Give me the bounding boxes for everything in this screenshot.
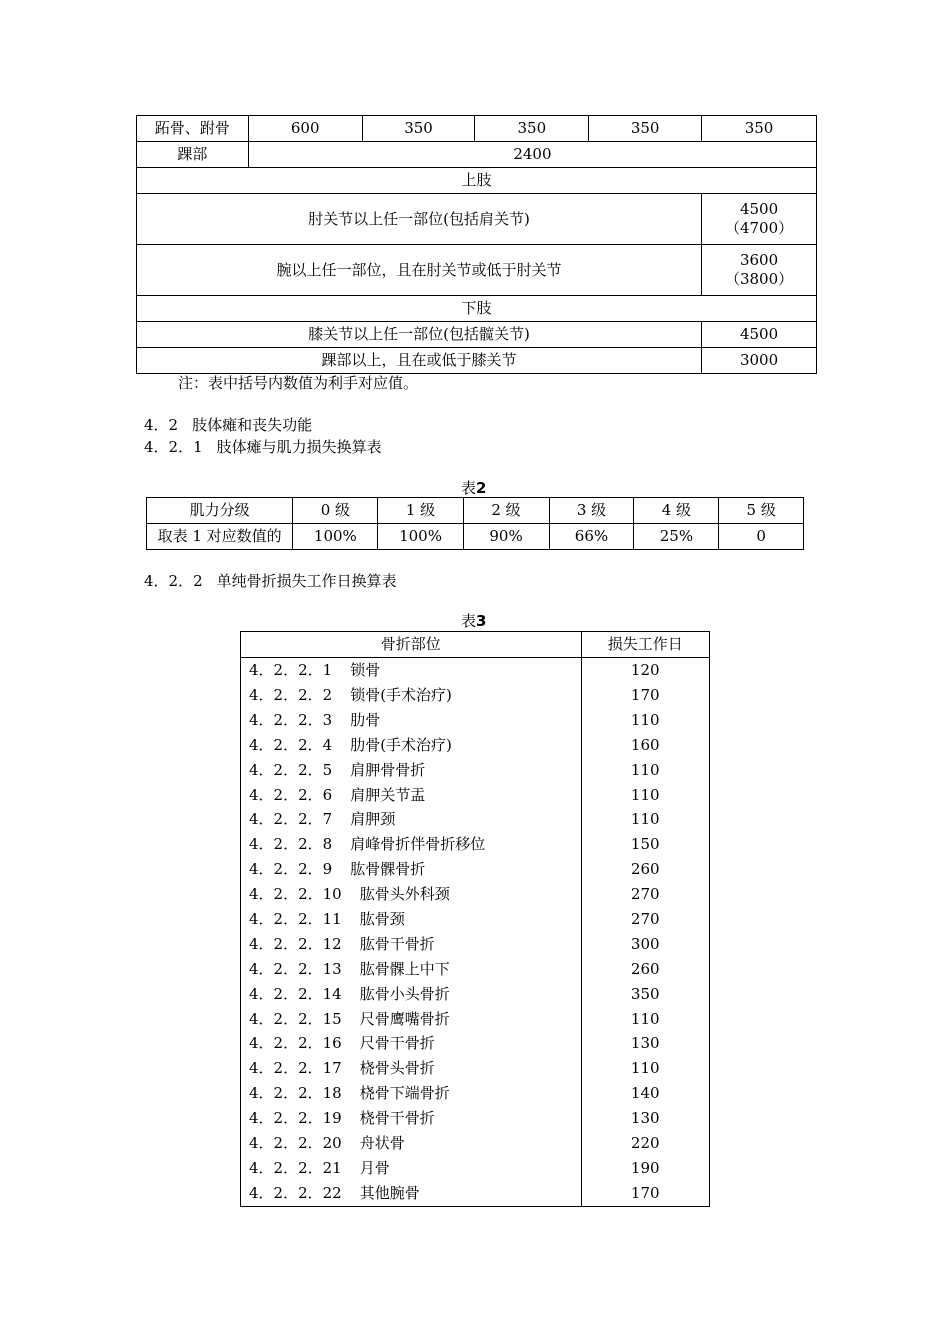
item-code: 4．2．2．2 <box>249 685 333 704</box>
fracture-site-cell <box>241 857 582 882</box>
fracture-name: 尺骨鹰嘴骨折 <box>359 1009 450 1028</box>
cell-value: 3000 <box>702 348 817 374</box>
cell-value: 90% <box>463 524 549 550</box>
fracture-name: 肋骨(手术治疗) <box>350 735 452 754</box>
caption-number: 2 <box>476 479 487 497</box>
lost-workdays-cell: 110 <box>581 1006 710 1031</box>
cell-value-dominant-hand: （4700） <box>724 219 794 237</box>
table-body <box>241 658 710 1207</box>
section-heading-lower-limb: 下肢 <box>137 296 817 322</box>
item-code: 4．2．2．6 <box>249 785 333 804</box>
caption-prefix: 表 <box>461 612 477 630</box>
table-row <box>241 982 710 1007</box>
cell-value: 4500 <box>739 200 779 219</box>
column-header: 骨折部位 <box>241 632 582 658</box>
fracture-name: 肩胛关节盂 <box>350 785 426 804</box>
fracture-name: 肩胛颈 <box>350 810 396 829</box>
fracture-site-cell <box>241 957 582 982</box>
item-code: 4．2．2．16 <box>249 1034 342 1053</box>
column-header: 肌力分级 <box>147 498 293 524</box>
lost-workdays-cell: 140 <box>581 1081 710 1106</box>
cell-value: 600 <box>248 116 362 142</box>
table-row <box>241 1106 710 1131</box>
caption-number: 3 <box>476 612 487 630</box>
column-header: 1 级 <box>378 498 463 524</box>
fracture-site-cell <box>241 807 582 832</box>
table-row <box>241 807 710 832</box>
item-code: 4．2．2．15 <box>249 1009 342 1028</box>
table-row <box>137 348 817 374</box>
lost-workdays-cell: 110 <box>581 807 710 832</box>
table-3-fracture-days <box>240 631 710 1207</box>
fracture-site-cell <box>241 1131 582 1156</box>
section-heading <box>144 414 312 435</box>
item-code: 4．2．2．4 <box>249 735 333 754</box>
cell-value-pair <box>702 245 817 296</box>
section-number: 4．2 <box>144 416 179 434</box>
table-header-row <box>241 632 710 658</box>
table-row <box>241 1006 710 1031</box>
table-row <box>137 296 817 322</box>
lost-workdays-cell: 110 <box>581 1056 710 1081</box>
table-row <box>137 245 817 296</box>
item-code: 4．2．2．19 <box>249 1109 342 1128</box>
fracture-name: 肩胛骨骨折 <box>350 760 426 779</box>
lost-workdays-cell: 150 <box>581 832 710 857</box>
lost-workdays-cell: 220 <box>581 1131 710 1156</box>
table-row <box>137 116 817 142</box>
item-code: 4．2．2．5 <box>249 760 333 779</box>
section-title: 单纯骨折损失工作日换算表 <box>216 572 397 590</box>
fracture-name: 锁骨(手术治疗) <box>350 685 452 704</box>
item-code: 4．2．2．17 <box>249 1059 342 1078</box>
lost-workdays-cell: 260 <box>581 957 710 982</box>
table-row <box>241 733 710 758</box>
fracture-site-cell <box>241 1106 582 1131</box>
cell-value: 2400 <box>248 142 816 168</box>
item-code: 4．2．2．7 <box>249 810 333 829</box>
item-code: 4．2．2．18 <box>249 1084 342 1103</box>
cell-value: 350 <box>362 116 475 142</box>
section-title: 肢体瘫与肌力损失换算表 <box>216 438 382 456</box>
table-row <box>241 932 710 957</box>
lost-workdays-cell: 270 <box>581 907 710 932</box>
table-header-row <box>147 498 804 524</box>
lost-workdays-cell: 110 <box>581 758 710 783</box>
row-label: 取表 1 对应数值的 <box>147 524 293 550</box>
cell-value: 100% <box>378 524 463 550</box>
fracture-name: 肱骨髁上中下 <box>359 959 450 978</box>
fracture-name: 其他腕骨 <box>359 1183 420 1202</box>
fracture-name: 舟状骨 <box>359 1133 405 1152</box>
column-header: 4 级 <box>634 498 719 524</box>
column-header: 损失工作日 <box>581 632 710 658</box>
table-row <box>241 832 710 857</box>
table-row <box>241 658 710 683</box>
item-code: 4．2．2．13 <box>249 959 342 978</box>
item-code: 4．2．2．22 <box>249 1183 342 1202</box>
fracture-site-cell <box>241 1031 582 1056</box>
lost-workdays-cell: 270 <box>581 882 710 907</box>
fracture-name: 尺骨干骨折 <box>359 1034 435 1053</box>
table-row <box>241 857 710 882</box>
table-row <box>241 683 710 708</box>
cell-value: 25% <box>634 524 719 550</box>
table-row <box>241 1156 710 1181</box>
table-row <box>137 322 817 348</box>
row-label: 踝部 <box>137 142 249 168</box>
row-label: 跖骨、跗骨 <box>137 116 249 142</box>
fracture-site-cell <box>241 758 582 783</box>
lost-workdays-cell: 190 <box>581 1156 710 1181</box>
lost-workdays-cell: 170 <box>581 683 710 708</box>
lost-workdays-cell: 110 <box>581 708 710 733</box>
row-label: 肘关节以上任一部位(包括肩关节) <box>137 194 702 245</box>
table-2-muscle-strength <box>146 497 804 550</box>
fracture-name: 桡骨下端骨折 <box>359 1084 450 1103</box>
section-number: 4．2．2 <box>144 572 203 590</box>
table-row <box>241 782 710 807</box>
lost-workdays-cell: 260 <box>581 857 710 882</box>
section-heading <box>144 436 382 457</box>
fracture-name: 桡骨干骨折 <box>359 1109 435 1128</box>
fracture-name: 肱骨小头骨折 <box>359 984 450 1003</box>
item-code: 4．2．2．3 <box>249 710 333 729</box>
caption-prefix: 表 <box>461 479 477 497</box>
fracture-name: 月骨 <box>359 1158 390 1177</box>
table-caption <box>461 610 486 631</box>
item-code: 4．2．2．1 <box>249 661 333 680</box>
row-label: 膝关节以上任一部位(包括髋关节) <box>137 322 702 348</box>
fracture-site-cell <box>241 733 582 758</box>
cell-value: 350 <box>589 116 702 142</box>
fracture-site-cell <box>241 1006 582 1031</box>
fracture-site-cell <box>241 683 582 708</box>
table-row <box>241 1131 710 1156</box>
table-note: 注：表中括号内数值为利手对应值。 <box>178 374 419 392</box>
fracture-name: 肩峰骨折伴骨折移位 <box>350 835 486 854</box>
table-row <box>137 168 817 194</box>
fracture-site-cell <box>241 1056 582 1081</box>
fracture-site-cell <box>241 932 582 957</box>
cell-value: 350 <box>475 116 589 142</box>
table-row <box>241 907 710 932</box>
column-header: 2 级 <box>463 498 549 524</box>
table-row <box>241 882 710 907</box>
section-heading <box>144 570 397 591</box>
item-code: 4．2．2．9 <box>249 860 333 879</box>
column-header: 5 级 <box>719 498 804 524</box>
fracture-site-cell <box>241 1156 582 1181</box>
table-row <box>241 1056 710 1081</box>
lost-workdays-cell: 160 <box>581 733 710 758</box>
fracture-site-cell <box>241 1081 582 1106</box>
table-row <box>241 1181 710 1206</box>
fracture-name: 肱骨头外科颈 <box>359 885 450 904</box>
item-code: 4．2．2．21 <box>249 1158 342 1177</box>
lost-workdays-cell: 110 <box>581 782 710 807</box>
section-number: 4．2．1 <box>144 438 203 456</box>
table-row <box>241 1031 710 1056</box>
cell-value: 66% <box>549 524 634 550</box>
item-code: 4．2．2．20 <box>249 1133 342 1152</box>
fracture-site-cell <box>241 832 582 857</box>
lost-workdays-cell: 170 <box>581 1181 710 1206</box>
fracture-site-cell <box>241 1181 582 1206</box>
column-header: 0 级 <box>293 498 378 524</box>
fracture-name: 肱骨干骨折 <box>359 934 435 953</box>
table-caption <box>461 477 486 498</box>
item-code: 4．2．2．8 <box>249 835 333 854</box>
cell-value: 350 <box>702 116 817 142</box>
table-row <box>241 708 710 733</box>
row-label: 腕以上任一部位，且在肘关节或低于肘关节 <box>137 245 702 296</box>
cell-value: 3600 <box>739 251 779 270</box>
item-code: 4．2．2．12 <box>249 934 342 953</box>
cell-value-pair <box>702 194 817 245</box>
fracture-site-cell <box>241 782 582 807</box>
table-1-limb-loss <box>136 115 817 374</box>
cell-value-dominant-hand: （3800） <box>724 270 794 288</box>
fracture-site-cell <box>241 658 582 683</box>
row-label: 踝部以上，且在或低于膝关节 <box>137 348 702 374</box>
table-row <box>241 957 710 982</box>
fracture-name: 肱骨髁骨折 <box>350 860 426 879</box>
cell-value: 100% <box>293 524 378 550</box>
fracture-name: 锁骨 <box>350 661 381 680</box>
table-row <box>137 194 817 245</box>
table-row <box>137 142 817 168</box>
lost-workdays-cell: 300 <box>581 932 710 957</box>
cell-value: 4500 <box>702 322 817 348</box>
table-row <box>147 524 804 550</box>
fracture-site-cell <box>241 882 582 907</box>
cell-value: 0 <box>719 524 804 550</box>
column-header: 3 级 <box>549 498 634 524</box>
fracture-name: 肱骨颈 <box>359 909 405 928</box>
fracture-name: 肋骨 <box>350 710 381 729</box>
item-code: 4．2．2．11 <box>249 909 342 928</box>
lost-workdays-cell: 130 <box>581 1106 710 1131</box>
fracture-site-cell <box>241 708 582 733</box>
lost-workdays-cell: 120 <box>581 658 710 683</box>
table-row <box>241 1081 710 1106</box>
section-title: 肢体瘫和丧失功能 <box>192 416 313 434</box>
fracture-site-cell <box>241 907 582 932</box>
fracture-name: 桡骨头骨折 <box>359 1059 435 1078</box>
section-heading-upper-limb: 上肢 <box>137 168 817 194</box>
lost-workdays-cell: 350 <box>581 982 710 1007</box>
table-row <box>241 758 710 783</box>
fracture-site-cell <box>241 982 582 1007</box>
lost-workdays-cell: 130 <box>581 1031 710 1056</box>
item-code: 4．2．2．14 <box>249 984 342 1003</box>
item-code: 4．2．2．10 <box>249 885 342 904</box>
